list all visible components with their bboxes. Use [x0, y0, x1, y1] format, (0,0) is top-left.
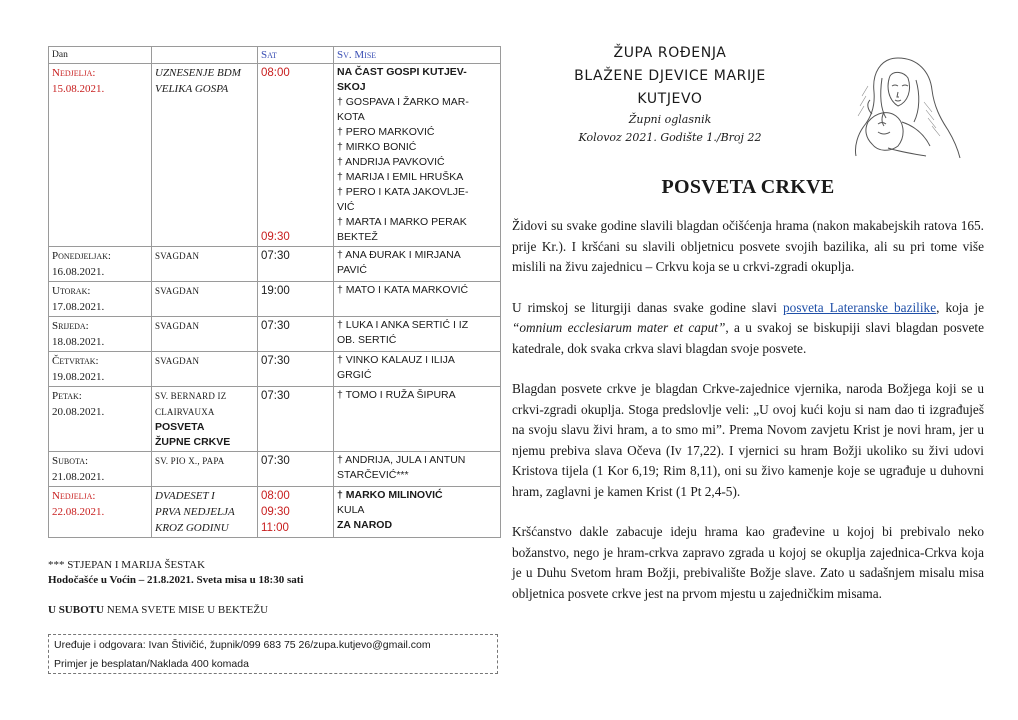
- bulletin-name: Župni oglasnik: [628, 113, 712, 126]
- intentions-cell: [334, 387, 501, 452]
- intentions-cell: [334, 64, 501, 247]
- time-cell: [258, 452, 334, 487]
- intention-line: GRGIĆ: [337, 369, 372, 381]
- intentions-cell: [334, 282, 501, 317]
- intention-line: KOTA: [337, 111, 365, 123]
- feast-cell: [152, 247, 258, 282]
- intention-line: † PERO MARKOVIĆ: [337, 126, 435, 138]
- saturday-note: [48, 603, 508, 618]
- day-name: Subota:: [52, 455, 89, 467]
- footnote-stars: *** STJEPAN I MARIJA ŠESTAK: [48, 559, 206, 571]
- feast-line: KROZ GODINU: [155, 522, 229, 534]
- feast-cell: [152, 387, 258, 452]
- feast-line: POSVETA: [155, 421, 205, 433]
- feast-line: SV. PIO X., PAPA: [155, 456, 225, 466]
- latin-quote: “omnium ecclesiarum mater et caput”: [512, 320, 726, 335]
- lateran-basilica-link[interactable]: posveta Lateranske bazilike: [783, 299, 937, 315]
- saturday-note-rest: NEMA SVETE MISE U BEKTEŽU: [103, 604, 269, 616]
- intention-line: † MARIJA I EMIL HRUŠKA: [337, 171, 464, 183]
- feast-cell: [152, 64, 258, 247]
- mass-time: 19:00: [261, 285, 290, 297]
- issue-info: Kolovoz 2021. Godište 1./Broj 22: [578, 131, 762, 144]
- table-row: [49, 282, 501, 317]
- intention-line: KULA: [337, 504, 365, 516]
- mass-time: 09:30: [261, 231, 290, 243]
- feast-line: ŽUPNE CRKVE: [155, 436, 231, 448]
- parish-name-line3: KUTJEVO: [637, 91, 703, 107]
- time-cell: [258, 487, 334, 538]
- mass-time: 08:00: [261, 67, 290, 79]
- intention-line: † MATO I KATA MARKOVIĆ: [337, 284, 469, 296]
- day-date: 22.08.2021.: [52, 506, 105, 518]
- article-body: [512, 216, 984, 624]
- intention-line: OB. SERTIĆ: [337, 334, 397, 346]
- mass-time: 07:30: [261, 455, 290, 467]
- editor-line: Uređuje i odgovara: Ivan Štivičić, župnik/099 683 75 26/zupa.kutjevo@gmail.com: [54, 639, 431, 651]
- intention-line: † MARTA I MARKO PERAK: [337, 216, 467, 228]
- table-row: [49, 487, 501, 538]
- day-date: 18.08.2021.: [52, 336, 105, 348]
- intention-line: STARČEVIĆ***: [337, 469, 409, 481]
- mass-time: 07:30: [261, 320, 290, 332]
- header-dan: Dan: [49, 47, 152, 64]
- intention-line: † TOMO I RUŽA ŠIPURA: [337, 389, 456, 401]
- table-row: [49, 247, 501, 282]
- article-paragraph: [512, 298, 984, 360]
- feast-cell: [152, 452, 258, 487]
- table-row: [49, 64, 501, 247]
- day-date: 17.08.2021.: [52, 301, 105, 313]
- intentions-cell: [334, 317, 501, 352]
- mass-time: 08:00: [261, 490, 290, 502]
- parish-header: [540, 42, 800, 147]
- day-date: 20.08.2021.: [52, 406, 105, 418]
- day-cell: [49, 352, 152, 387]
- feast-cell: [152, 352, 258, 387]
- day-date: 19.08.2021.: [52, 371, 105, 383]
- intention-line: † VINKO KALAUZ I ILIJA: [337, 354, 455, 366]
- paragraph-text: , a u svakoj se biskupiji slavi blagdan posvete katedrale, dok svaka crkva slavi blagdan svoje posvete.: [512, 320, 984, 356]
- day-name: Nedjelja:: [52, 490, 96, 502]
- intention-line: † GOSPAVA I ŽARKO MAR-: [337, 96, 469, 108]
- time-cell: [258, 352, 334, 387]
- feast-line: DVADESET I: [155, 490, 215, 502]
- day-name: Četvrtak:: [52, 355, 99, 367]
- feast-cell: [152, 487, 258, 538]
- print-line: Primjer je besplatan/Naklada 400 komada: [54, 658, 249, 670]
- editor-footer: [48, 634, 498, 674]
- intention-line: † LUKA I ANKA SERTIĆ I IZ: [337, 319, 469, 331]
- feast-line: SV. BERNARD IZ: [155, 391, 227, 401]
- time-cell: [258, 64, 334, 247]
- feast-line: CLAIRVAUXA: [155, 407, 215, 417]
- schedule-notes: [48, 558, 508, 618]
- day-date: 21.08.2021.: [52, 471, 105, 483]
- intentions-cell: [334, 487, 501, 538]
- feast-line: SVAGDAN: [155, 356, 200, 366]
- feast-line: VELIKA GOSPA: [155, 83, 229, 95]
- day-cell: [49, 387, 152, 452]
- intention-line: ZA NAROD: [337, 519, 393, 531]
- time-cell: [258, 247, 334, 282]
- feast-line: SVAGDAN: [155, 321, 200, 331]
- pilgrimage-note: Hodočašće u Voćin – 21.8.2021. Sveta misa u 18:30 sati: [48, 574, 304, 586]
- day-cell: [49, 282, 152, 317]
- day-date: 16.08.2021.: [52, 266, 105, 278]
- intentions-cell: [334, 247, 501, 282]
- time-cell: [258, 282, 334, 317]
- day-name: Ponedjeljak:: [52, 250, 111, 262]
- day-name: Nedjelja:: [52, 67, 96, 79]
- intention-line: † ANA ĐURAK I MIRJANA: [337, 249, 461, 261]
- article-title: POSVETA CRKVE: [661, 176, 835, 198]
- feast-line: PRVA NEDJELJA: [155, 506, 235, 518]
- day-name: Utorak:: [52, 285, 91, 297]
- header-blank: [152, 47, 258, 64]
- intention-line: † ANDRIJA, JULA I ANTUN: [337, 454, 466, 466]
- table-row: [49, 317, 501, 352]
- intention-line: NA ČAST GOSPI KUTJEV-: [337, 66, 467, 78]
- header-sat: Sat: [258, 47, 334, 64]
- intention-line: PAVIĆ: [337, 264, 367, 276]
- day-cell: [49, 317, 152, 352]
- intention-line: † MARKO MILINOVIĆ: [337, 489, 443, 501]
- feast-line: SVAGDAN: [155, 286, 200, 296]
- day-name: Srijeda:: [52, 320, 89, 332]
- feast-cell: [152, 317, 258, 352]
- day-date: 15.08.2021.: [52, 83, 105, 95]
- article-paragraph: Kršćanstvo dakle zabacuje ideju hrama kao građevine u kojoj bi prebivalo neko božanstvo, nego je hram-crkva zapravo zgrada u kojoj se okuplja zajednica-Crkva koja je u Duhu Svetom hram Božji, prebivalište Božje slave. Zato u sadašnjem misalu misa obljetnica posvete crkve jest na prvom mjestu u zajedničkim misama.: [512, 524, 984, 601]
- intention-line: † MIRKO BONIĆ: [337, 141, 417, 153]
- intentions-cell: [334, 352, 501, 387]
- mass-time: 07:30: [261, 250, 290, 262]
- day-name: Petak:: [52, 390, 82, 402]
- intention-line: BEKTEŽ: [337, 231, 378, 243]
- feast-line: SVAGDAN: [155, 251, 200, 261]
- table-row: [49, 352, 501, 387]
- intention-line: VIĆ: [337, 201, 355, 213]
- time-cell: [258, 387, 334, 452]
- madonna-icon: [828, 52, 968, 160]
- day-cell: [49, 487, 152, 538]
- article-paragraph: Židovi su svake godine slavili blagdan očišćenja hrama (nakon makabejskih ratova 165. prije Kr.). I kršćani su slavili obljetnicu posvete svojih bazilika, ali su pri tome više mislili na živu zajednicu – Crkvu koja se u crkvi-zgradi okuplja.: [512, 218, 984, 274]
- day-cell: [49, 247, 152, 282]
- parish-name-line1: ŽUPA ROĐENJA: [613, 45, 727, 61]
- table-row: [49, 452, 501, 487]
- time-cell: [258, 317, 334, 352]
- mass-time: 07:30: [261, 390, 290, 402]
- paragraph-text: , koja je: [936, 299, 984, 315]
- mass-time: 11:00: [261, 522, 289, 534]
- saturday-note-bold: U SUBOTU: [48, 604, 104, 616]
- feast-line: UZNESENJE BDM: [155, 67, 241, 79]
- table-row: [49, 387, 501, 452]
- intention-line: † PERO I KATA JAKOVLJE-: [337, 186, 469, 198]
- paragraph-text: U rimskoj se liturgiji danas svake godine slavi: [512, 299, 784, 315]
- header-mise: Sv. Mise: [334, 47, 501, 64]
- intentions-cell: [334, 452, 501, 487]
- mass-time: 09:30: [261, 506, 290, 518]
- mass-schedule-table: [48, 46, 501, 538]
- day-cell: [49, 452, 152, 487]
- intention-line: † ANDRIJA PAVKOVIĆ: [337, 156, 445, 168]
- table-header-row: [49, 47, 501, 64]
- day-cell: [49, 64, 152, 247]
- feast-cell: [152, 282, 258, 317]
- mass-time: 07:30: [261, 355, 290, 367]
- intention-line: SKOJ: [337, 81, 366, 93]
- article-paragraph: Blagdan posvete crkve je blagdan Crkve-zajednice vjernika, naroda Božjega koji se u crkvi-zgradi okuplja. Stoga predslovlje veli: „U ovoj kući koju si nam dao ti izgrađuješ na svoju slavu živi hram, a to smo mi”. Prema Novom zavjetu Krist je novi hram, jer u njemu prebiva slava Očeva (Iv 17,22). I vjernici su hram Božji ukoliko su živi udovi Kristova tijela (1 Kor 6,19; Rim 8,11), oni su živo kamenje koje se ugrađuje u duhovni hram, zaglavni je kamen Krist (1 Pt 2,4-5).: [512, 381, 984, 499]
- parish-name-line2: BLAŽENE DJEVICE MARIJE: [574, 68, 766, 84]
- spacer: [48, 588, 508, 603]
